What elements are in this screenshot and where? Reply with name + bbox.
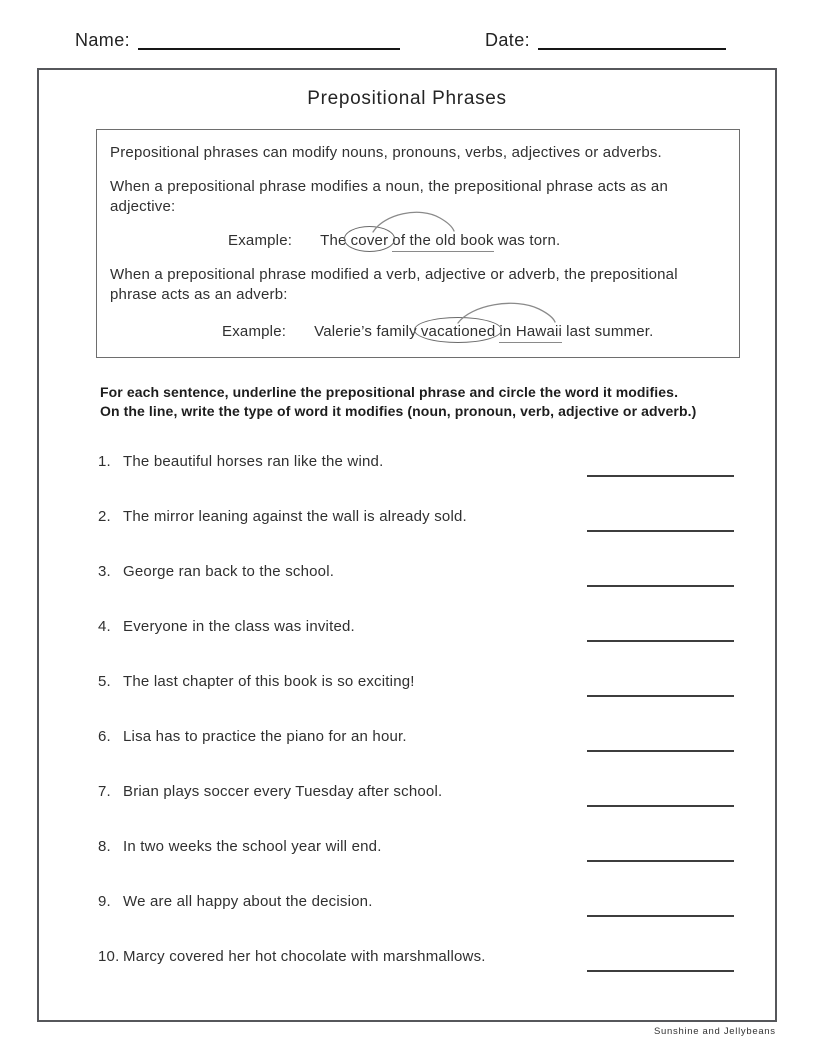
answer-blank-line — [587, 463, 734, 477]
example-1 — [228, 231, 726, 251]
example-2-circled-word — [421, 322, 496, 342]
answer-blank-line — [587, 958, 734, 972]
instructions-line-1: For each sentence, underline the prepositional phrase and circle the word it modifies. — [100, 384, 679, 400]
sentence-text: The mirror leaning against the wall is already sold. — [123, 508, 467, 525]
name-field — [75, 30, 400, 51]
sentence-text: We are all happy about the decision. — [123, 893, 373, 910]
sentence-row-4 — [98, 618, 734, 640]
sentence-number: 10. — [98, 948, 120, 965]
example-1-post: was torn. — [497, 232, 561, 249]
example-2 — [222, 322, 726, 342]
sentence-row-8 — [98, 838, 734, 860]
date-label: Date: — [485, 30, 531, 50]
sentence-text: In two weeks the school year will end. — [123, 838, 382, 855]
name-label: Name: — [75, 30, 131, 50]
sentence-row-1 — [98, 453, 734, 475]
publisher-credit: Sunshine and Jellybeans — [654, 1026, 776, 1037]
sentence-list — [98, 453, 734, 1003]
sentence-row-2 — [98, 508, 734, 530]
example-2-post: last summer. — [566, 323, 654, 340]
circled-word-text: vacationed — [420, 323, 496, 340]
example-1-underlined-phrase: of the old book — [392, 232, 493, 252]
sentence-number: 4. — [98, 618, 111, 635]
example-2-sentence — [314, 322, 653, 342]
sentence-text: George ran back to the school. — [123, 563, 335, 580]
sentence-number: 2. — [98, 508, 111, 525]
answer-blank-line — [587, 738, 734, 752]
sentence-text: Lisa has to practice the piano for an hour. — [123, 728, 407, 745]
rule-adverb: When a prepositional phrase modified a verb, adjective or adverb, the prepositional phrase acts as an adverb: — [110, 266, 678, 303]
example-1-label: Example: — [228, 232, 293, 249]
answer-blank-line — [587, 903, 734, 917]
answer-blank-line — [587, 518, 734, 532]
sentence-row-3 — [98, 563, 734, 585]
example-1-circled-word — [351, 231, 389, 251]
sentence-row-7 — [98, 783, 734, 805]
sentence-row-5 — [98, 673, 734, 695]
sentence-text: Everyone in the class was invited. — [123, 618, 355, 635]
sentence-text: The last chapter of this book is so exciting! — [123, 673, 415, 690]
sentence-row-10 — [98, 948, 734, 970]
example-2-pre: Valerie’s family — [314, 323, 417, 340]
date-blank-line — [538, 48, 726, 50]
sentence-text: Brian plays soccer every Tuesday after school. — [123, 783, 443, 800]
worksheet-border — [37, 68, 777, 1022]
example-1-sentence — [320, 231, 560, 251]
sentence-number: 1. — [98, 453, 111, 470]
example-2-underlined-phrase: in Hawaii — [499, 323, 562, 343]
answer-blank-line — [587, 683, 734, 697]
sentence-row-6 — [98, 728, 734, 750]
name-date-row — [0, 30, 816, 60]
circled-word-text: cover — [350, 232, 389, 249]
sentence-row-9 — [98, 893, 734, 915]
answer-blank-line — [587, 848, 734, 862]
answer-blank-line — [587, 793, 734, 807]
instructions — [100, 383, 748, 421]
sentence-number: 3. — [98, 563, 111, 580]
explanation-box — [96, 129, 740, 358]
answer-blank-line — [587, 573, 734, 587]
sentence-number: 5. — [98, 673, 111, 690]
page-title: Prepositional Phrases — [307, 88, 507, 109]
intro-text: Prepositional phrases can modify nouns, pronouns, verbs, adjectives or adverbs. — [110, 144, 662, 161]
sentence-number: 8. — [98, 838, 111, 855]
sentence-text: The beautiful horses ran like the wind. — [123, 453, 384, 470]
sentence-number: 9. — [98, 893, 111, 910]
example-2-label: Example: — [222, 323, 287, 340]
sentence-number: 7. — [98, 783, 111, 800]
date-field — [485, 30, 726, 51]
rule-adjective: When a prepositional phrase modifies a noun, the prepositional phrase acts as an adjective: — [110, 178, 668, 215]
instructions-line-2: On the line, write the type of word it modifies (noun, pronoun, verb, adjective or adverb.) — [100, 403, 697, 419]
sentence-number: 6. — [98, 728, 111, 745]
name-blank-line — [138, 48, 400, 50]
sentence-text: Marcy covered her hot chocolate with marshmallows. — [123, 948, 486, 965]
example-1-pre: The — [320, 232, 347, 249]
answer-blank-line — [587, 628, 734, 642]
